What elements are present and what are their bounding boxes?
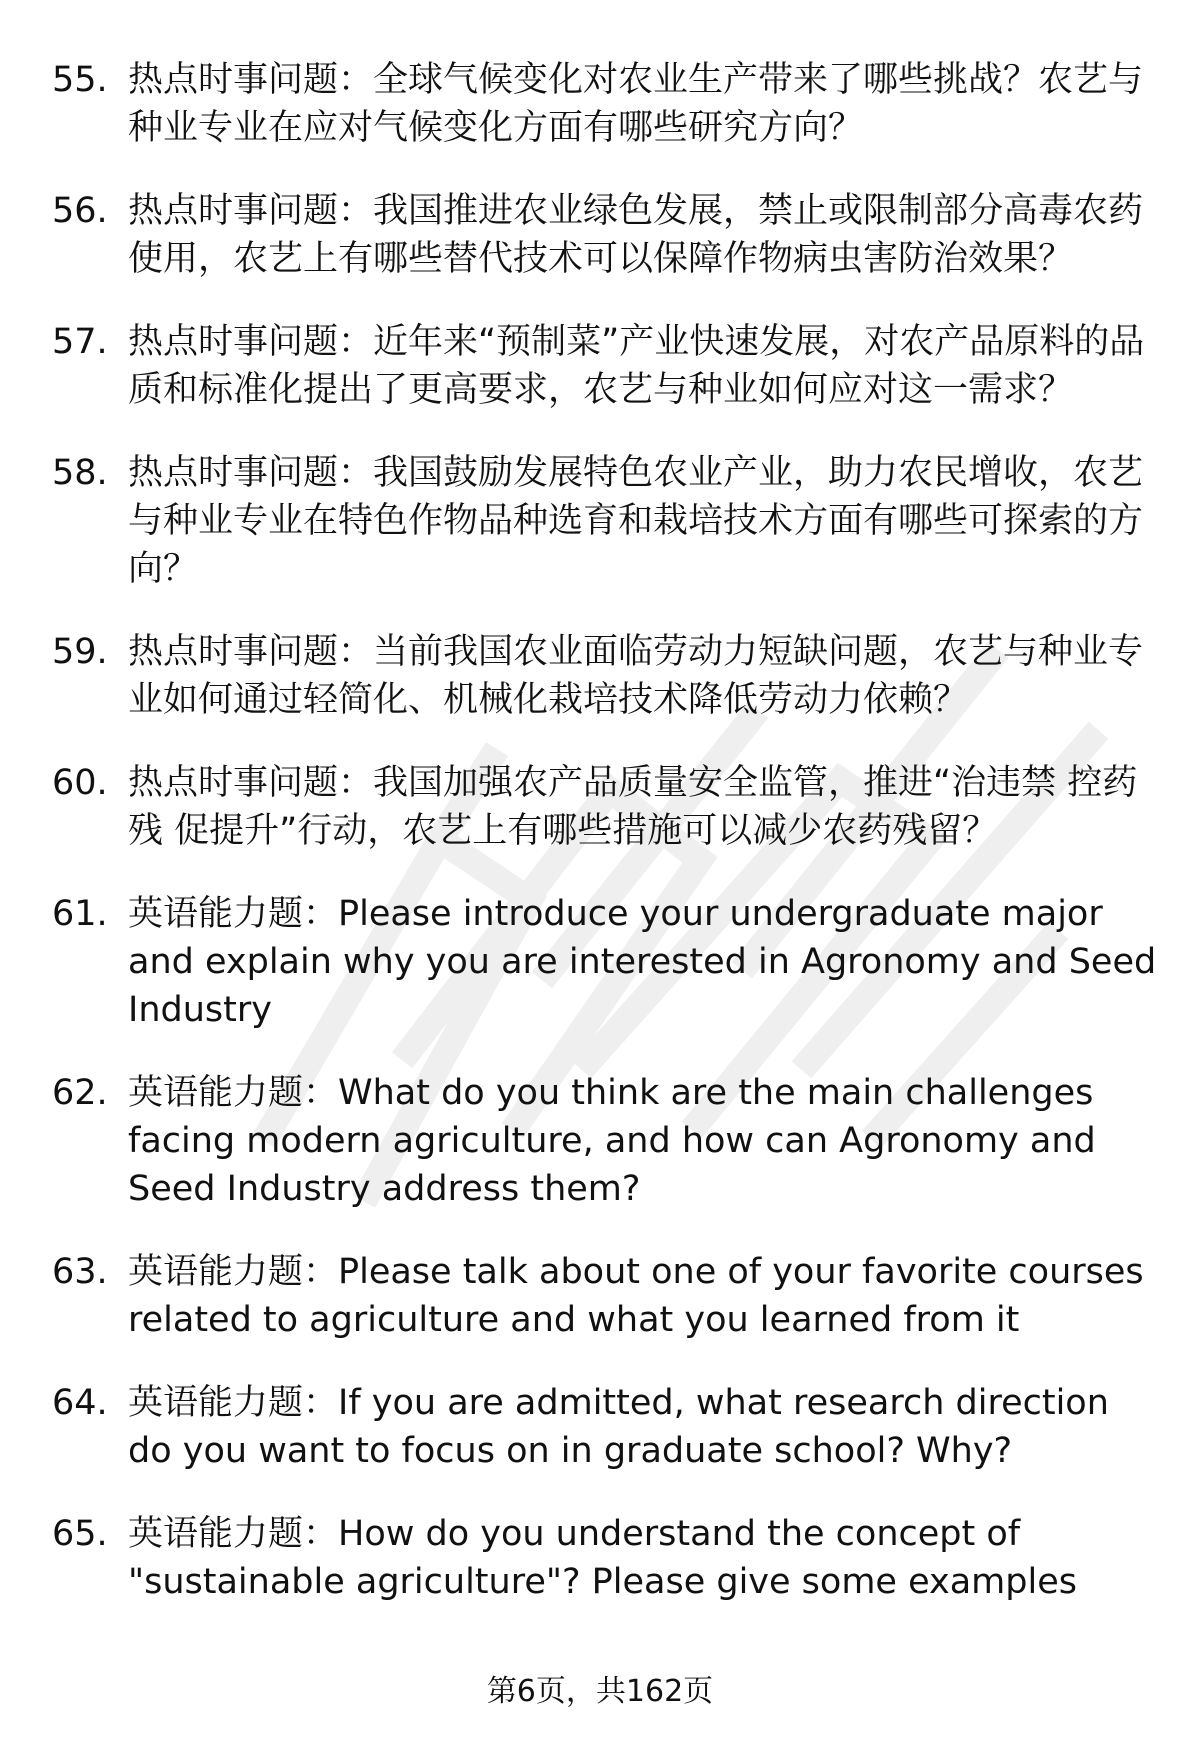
question-text: 热点时事问题：近年来“预制菜”产业快速发展，对农产品原料的品质和标准化提出了更高要求，农艺与种业如何应对这一需求？ bbox=[128, 322, 1145, 410]
question-text: 英语能力题：What do you think are the main challenges facing modern agriculture, and how can Agronomy and Seed Industry address them? bbox=[128, 1073, 1096, 1209]
question-number: 58. bbox=[52, 453, 108, 493]
question-item bbox=[52, 759, 1162, 855]
question-text: 英语能力题：If you are admitted, what research direction do you want to focus on in graduate school? Why? bbox=[128, 1383, 1109, 1471]
question-number: 57. bbox=[52, 322, 108, 362]
question-number: 56. bbox=[52, 191, 108, 231]
question-text: 热点时事问题：我国加强农产品质量安全监管，推进“治违禁 控药残 促提升”行动，农艺上有哪些措施可以减少农药残留？ bbox=[128, 763, 1138, 851]
question-text: 英语能力题：Please introduce your undergraduate major and explain why you are interested in Agronomy and Seed Industry bbox=[128, 894, 1157, 1030]
question-item bbox=[52, 1248, 1162, 1344]
question-number: 60. bbox=[52, 763, 108, 803]
question-text: 英语能力题：Please talk about one of your favorite courses related to agriculture and what you learned from it bbox=[128, 1252, 1144, 1340]
question-number: 62. bbox=[52, 1073, 108, 1113]
question-item bbox=[52, 56, 1162, 152]
question-text: 热点时事问题：当前我国农业面临劳动力短缺问题，农艺与种业专业如何通过轻简化、机械化栽培技术降低劳动力依赖？ bbox=[128, 632, 1144, 720]
question-item bbox=[52, 890, 1162, 1034]
question-item bbox=[52, 449, 1162, 593]
question-number: 63. bbox=[52, 1252, 108, 1292]
question-item bbox=[52, 1510, 1162, 1606]
question-item bbox=[52, 628, 1162, 724]
question-text: 热点时事问题：全球气候变化对农业生产带来了哪些挑战？农艺与种业专业在应对气候变化方面有哪些研究方向？ bbox=[128, 60, 1144, 148]
question-item bbox=[52, 1379, 1162, 1475]
page-footer: 第6页，共162页 bbox=[486, 1674, 714, 1709]
question-item bbox=[52, 1069, 1162, 1213]
question-number: 55. bbox=[52, 60, 108, 100]
question-number: 64. bbox=[52, 1383, 108, 1423]
question-item bbox=[52, 187, 1162, 283]
question-text: 热点时事问题：我国推进农业绿色发展，禁止或限制部分高毒农药使用，农艺上有哪些替代技术可以保障作物病虫害防治效果？ bbox=[128, 191, 1144, 279]
question-item bbox=[52, 318, 1162, 414]
question-number: 59. bbox=[52, 632, 108, 672]
question-list bbox=[52, 56, 1162, 1641]
question-text: 英语能力题：How do you understand the concept of "sustainable agriculture"? Please give some examples bbox=[128, 1514, 1077, 1602]
question-number: 65. bbox=[52, 1514, 108, 1554]
question-text: 热点时事问题：我国鼓励发展特色农业产业，助力农民增收，农艺与种业专业在特色作物品种选育和栽培技术方面有哪些可探索的方向？ bbox=[128, 453, 1144, 589]
question-number: 61. bbox=[52, 894, 108, 934]
